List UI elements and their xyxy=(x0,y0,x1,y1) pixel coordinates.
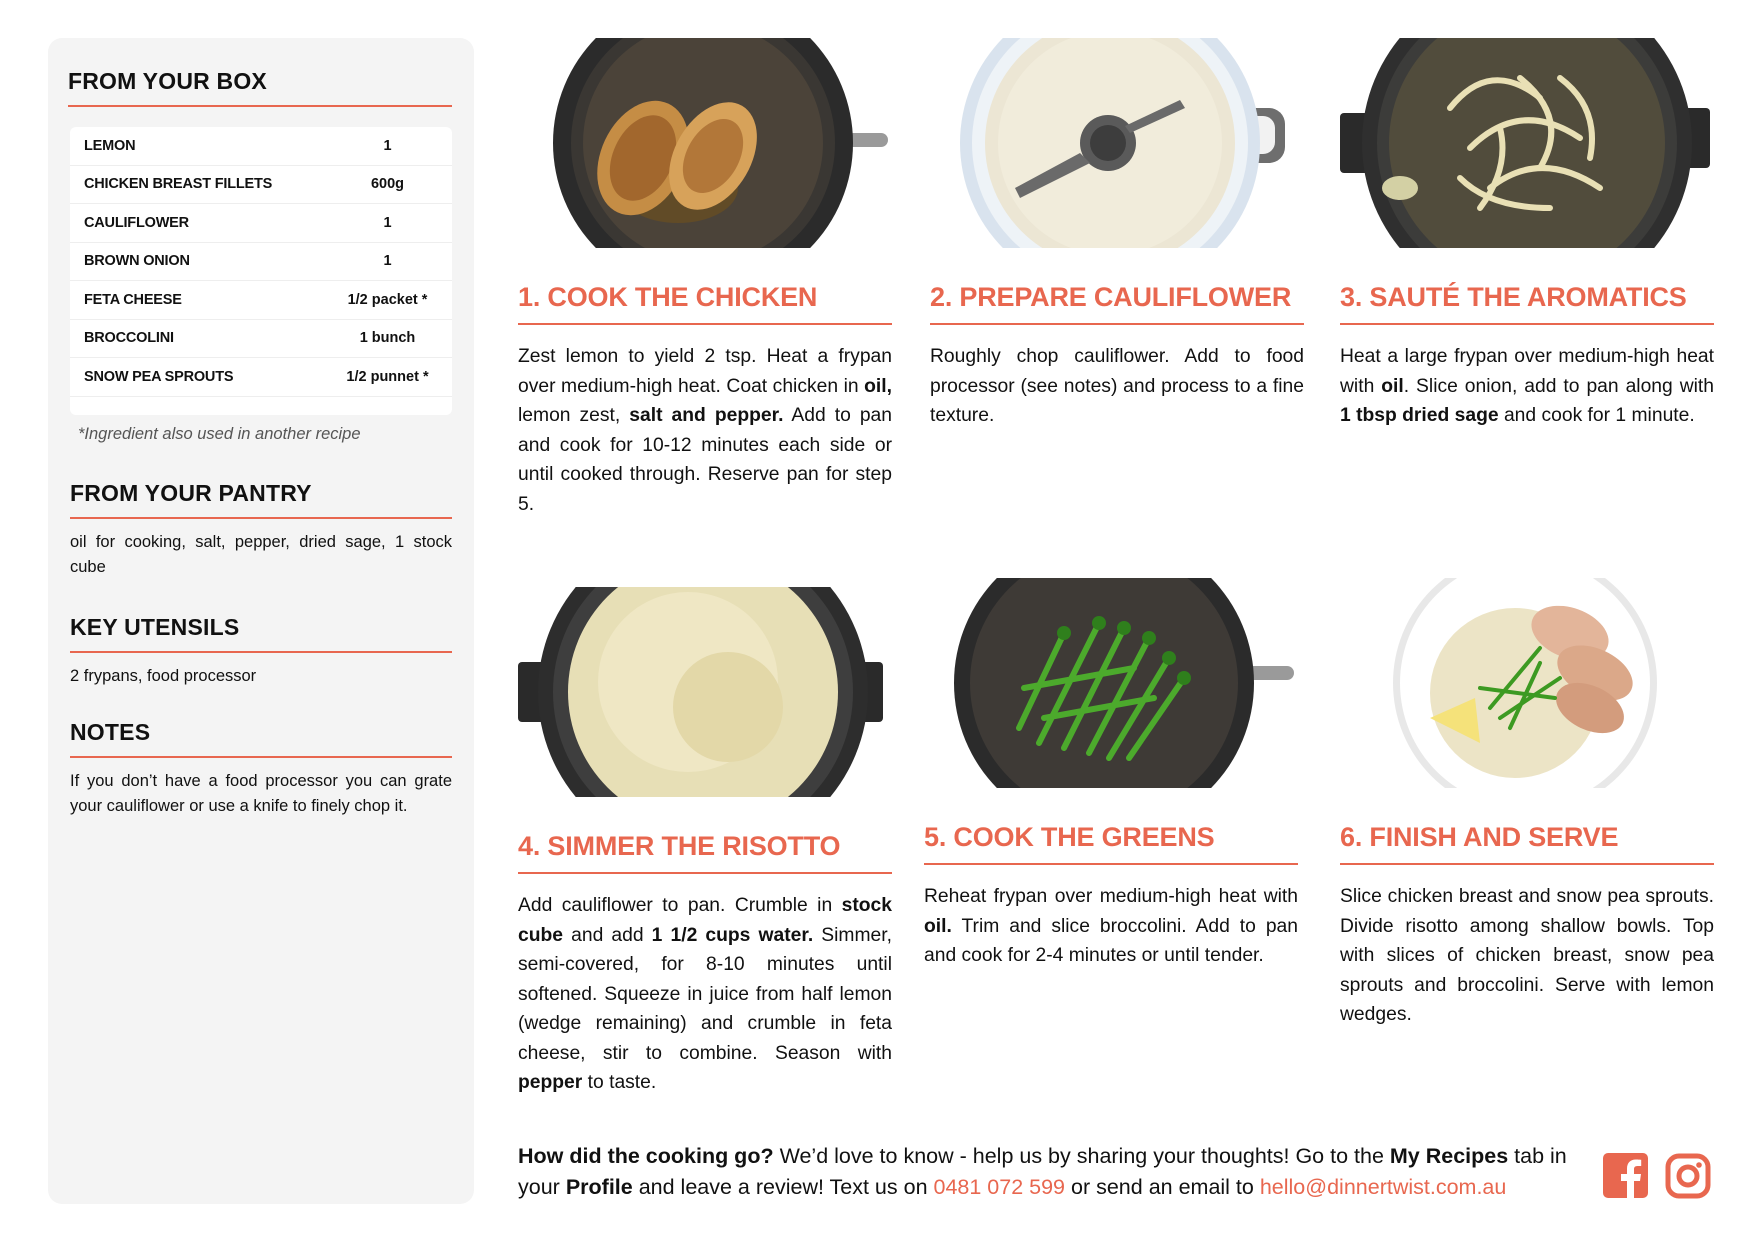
ingredient-name: FETA CHEESE xyxy=(84,291,182,308)
step-1-text xyxy=(518,342,892,519)
step-text-run: Roughly chop cauliflower. Add to food processor (see notes) and process to a fine texture. xyxy=(930,346,1304,426)
step-2-text xyxy=(930,342,1304,431)
ingredient-row xyxy=(70,243,452,282)
footer-text-3: and leave a review! Text us on xyxy=(632,1175,934,1199)
step-3-title: 3. SAUTÉ THE AROMATICS xyxy=(1340,282,1714,325)
ingredient-qty: 1/2 punnet * xyxy=(346,368,429,385)
ingredient-row xyxy=(70,166,452,205)
step-6-text xyxy=(1340,882,1714,1030)
step-6 xyxy=(1340,578,1714,1030)
bold-ingredient: oil. xyxy=(924,915,952,937)
footer-question: How did the cooking go? xyxy=(518,1144,774,1168)
ingredient-name: SNOW PEA SPROUTS xyxy=(84,368,234,385)
step-text-run: . Slice onion, add to pan along with xyxy=(1403,375,1714,397)
bold-ingredient: 1 1/2 cups water. xyxy=(651,924,814,946)
key-utensils-title: KEY UTENSILS xyxy=(70,614,452,653)
bold-ingredient: pepper xyxy=(518,1072,583,1093)
step-text-run: Zest lemon to yield 2 tsp. Heat a frypan over medium-high heat. Coat chicken in xyxy=(518,346,892,397)
step-text-run: Trim and slice broccolini. Add to pan and cook for 2-4 minutes or until tender. xyxy=(924,915,1298,966)
step-text-run: Add cauliflower to pan. Crumble in xyxy=(518,895,842,916)
ingredient-qty: 1/2 packet * xyxy=(347,291,428,308)
bold-ingredient: salt and pepper. xyxy=(629,405,784,426)
ingredient-note: *Ingredient also used in another recipe xyxy=(78,424,361,443)
ingredient-row xyxy=(70,281,452,320)
step-text-run: Slice chicken breast and snow pea sprouts. Divide risotto among shallow bowls. Top with slices of chicken breast, snow pea sprouts and broccolini. Serve with lemon wedges. xyxy=(1340,886,1714,1025)
ingredient-qty: 1 xyxy=(383,137,392,154)
onions-photo xyxy=(1340,38,1714,248)
step-text-run: Add to pan and cook for 10-12 minutes each side or until cooked through. Reserve pan for step 5. xyxy=(518,405,893,515)
ingredient-name: LEMON xyxy=(84,137,136,154)
step-4-title: 4. SIMMER THE RISOTTO xyxy=(518,831,892,874)
ingredient-name: BROWN ONION xyxy=(84,253,190,270)
step-5 xyxy=(924,578,1298,971)
my-recipes-label: My Recipes xyxy=(1389,1144,1509,1168)
footer-text-2: tab in your xyxy=(518,1144,1567,1199)
step-text-run: and add xyxy=(563,924,652,946)
ingredients-panel xyxy=(48,38,474,1204)
bold-ingredient: oil, xyxy=(864,375,892,397)
ingredient-qty: 600g xyxy=(370,176,405,193)
step-3-text xyxy=(1340,342,1714,431)
phone-link[interactable]: 0481 072 599 xyxy=(933,1175,1066,1199)
from-your-box-title: FROM YOUR BOX xyxy=(68,68,452,107)
chicken-photo xyxy=(518,38,892,248)
step-3 xyxy=(1340,38,1714,431)
ingredient-name: BROCCOLINI xyxy=(84,330,174,347)
step-text-run: Heat a large frypan over medium-high heat with xyxy=(1340,346,1714,397)
step-text-run: Simmer, semi-covered, for 8-10 minutes until softened. Squeeze in juice from half lemon (wedge remaining) and crumble in feta cheese, stir to combine. Season with xyxy=(518,924,892,1064)
risotto-photo xyxy=(518,587,892,797)
plated-dish-photo xyxy=(1340,578,1714,788)
ingredient-row xyxy=(70,204,452,243)
ingredient-name: CAULIFLOWER xyxy=(84,214,189,231)
ingredients-table xyxy=(70,127,452,415)
ingredient-name: CHICKEN BREAST FILLETS xyxy=(84,176,273,193)
step-1 xyxy=(518,38,892,519)
step-text-run: to taste. xyxy=(582,1072,657,1093)
step-2 xyxy=(930,38,1304,431)
bold-ingredient: stock cube xyxy=(518,895,892,946)
step-4 xyxy=(518,587,892,1098)
bold-ingredient: oil xyxy=(1381,375,1404,397)
ingredient-qty: 1 xyxy=(383,214,392,231)
step-text-run: lemon zest, xyxy=(518,405,630,426)
ingredient-row xyxy=(70,358,452,397)
cauliflower-photo xyxy=(930,38,1304,248)
feedback-footer xyxy=(518,1141,1568,1203)
ingredient-qty: 1 bunch xyxy=(359,330,416,347)
pantry-text: oil for cooking, salt, pepper, dried sage, 1 stock cube xyxy=(70,532,452,576)
footer-text-1: We’d love to know - help us by sharing your thoughts! Go to the xyxy=(773,1144,1390,1168)
from-your-pantry-title: FROM YOUR PANTRY xyxy=(70,480,452,519)
profile-label: Profile xyxy=(565,1175,633,1199)
step-4-text xyxy=(518,891,892,1098)
greens-photo xyxy=(924,578,1298,788)
ingredient-row xyxy=(70,320,452,359)
ingredient-qty: 1 xyxy=(383,253,392,270)
email-link[interactable]: hello@dinnertwist.com.au xyxy=(1259,1175,1507,1199)
footer-text-4: or send an email to xyxy=(1065,1175,1260,1199)
ingredient-row xyxy=(70,127,452,166)
step-text-run: Reheat frypan over medium-high heat with xyxy=(924,886,1298,907)
step-2-title: 2. PREPARE CAULIFLOWER xyxy=(930,282,1304,325)
instagram-icon[interactable] xyxy=(1665,1153,1711,1199)
notes-text: If you don’t have a food processor you can grate your cauliflower or use a knife to finely chop it. xyxy=(70,771,452,815)
step-5-title: 5. COOK THE GREENS xyxy=(924,822,1298,865)
notes-title: NOTES xyxy=(70,719,452,758)
utensils-text: 2 frypans, food processor xyxy=(70,666,257,685)
step-1-title: 1. COOK THE CHICKEN xyxy=(518,282,892,325)
step-5-text xyxy=(924,882,1298,971)
step-6-title: 6. FINISH AND SERVE xyxy=(1340,822,1714,865)
bold-ingredient: 1 tbsp dried sage xyxy=(1340,405,1499,426)
facebook-icon[interactable] xyxy=(1603,1153,1648,1198)
step-text-run: and cook for 1 minute. xyxy=(1498,405,1695,426)
